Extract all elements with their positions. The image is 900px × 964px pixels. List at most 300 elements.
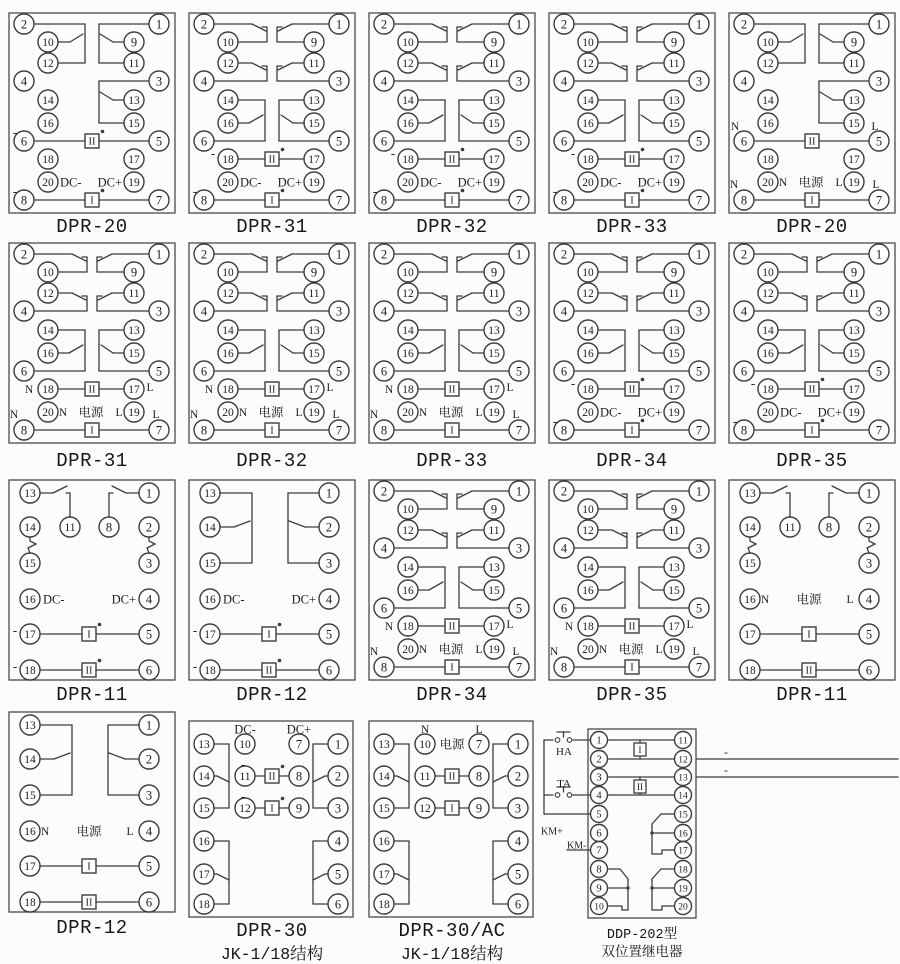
terminal-number: 7 — [695, 423, 703, 438]
terminal-number: 18 — [402, 154, 414, 167]
wire — [641, 115, 653, 123]
terminal-number: 16 — [402, 348, 414, 361]
neutral-label: N — [730, 121, 740, 134]
terminal-number: 13 — [848, 325, 860, 338]
terminal-number: 5 — [875, 134, 883, 149]
terminal-number: 1 — [155, 247, 163, 262]
panel-caption-dpr35-dc: DPR-35 — [776, 450, 848, 472]
terminal-number: 3 — [875, 74, 883, 89]
dc-minus-label: DC- — [60, 175, 82, 190]
terminal-number: 2 — [145, 752, 153, 767]
terminal-number: 18 — [762, 154, 774, 167]
terminal-number: 18 — [24, 665, 36, 678]
polarity-dot — [641, 148, 645, 152]
panel-subcaption-dpr30: JK-1/18结构 — [220, 945, 324, 964]
wire — [109, 753, 125, 759]
terminal-number: 11 — [668, 288, 680, 301]
terminal-number: 5 — [695, 134, 703, 149]
panel-dpr-20-0 — [9, 13, 175, 213]
panel-subcaption-ddp202: 双位置继电器 — [601, 946, 683, 961]
terminal-number: 16 — [222, 348, 234, 361]
wire — [608, 906, 629, 910]
wire — [100, 92, 113, 100]
terminal-number: 14 — [42, 95, 54, 108]
wire — [281, 115, 293, 123]
wire — [217, 776, 229, 782]
terminal-number: 6 — [514, 897, 522, 912]
polarity-dot — [98, 659, 102, 663]
terminal-number: 11 — [848, 58, 860, 71]
terminal-number: 19 — [668, 407, 680, 420]
terminal-number: 2 — [200, 17, 208, 32]
terminal-number: 5 — [155, 364, 163, 379]
terminal-number: 14 — [402, 95, 414, 108]
terminal-number: 18 — [582, 621, 594, 634]
terminal-number: 14 — [402, 325, 414, 338]
neutral-label: N — [418, 407, 428, 420]
coil-label: II — [88, 384, 96, 396]
panel-dpr-34-8 — [549, 243, 715, 443]
minus-label: - — [12, 622, 18, 638]
terminal-number: 13 — [848, 95, 860, 108]
terminal-number: 18 — [222, 154, 234, 167]
terminal-number: 15 — [308, 118, 320, 131]
panel-caption-dpr30: DPR-30 — [236, 920, 308, 942]
terminal-number: 13 — [378, 739, 390, 752]
terminal-number: 2 — [145, 520, 153, 535]
minus-label: - — [552, 183, 558, 199]
live-label: L — [295, 407, 303, 420]
terminal-number: 4 — [560, 304, 568, 319]
terminal-number: 8 — [380, 423, 388, 438]
panel-dpr-30-ac-17 — [369, 721, 533, 917]
terminal-number: 17 — [488, 384, 500, 397]
power-label: 电源 — [796, 592, 822, 607]
neutral-label: N — [369, 646, 379, 659]
minus-label: - — [240, 756, 246, 772]
dc-plus-label: DC+ — [111, 592, 136, 607]
minus-label: - — [732, 413, 738, 429]
pushbutton-contact — [555, 738, 560, 743]
terminal-number: 12 — [42, 288, 54, 301]
terminal-number: 1 — [335, 247, 343, 262]
live-label: L — [512, 409, 520, 422]
neutral-label: N — [384, 384, 394, 397]
terminal-number: 15 — [198, 803, 210, 816]
terminal-number: 16 — [402, 118, 414, 131]
pushbutton-label: TA — [557, 777, 571, 790]
neutral-label: N — [384, 621, 394, 634]
live-label: L — [655, 644, 663, 657]
terminal-number: 6 — [334, 897, 342, 912]
terminal-number: 9 — [850, 265, 858, 280]
panel-subcaption-dpr30ac: JK-1/18结构 — [400, 945, 504, 964]
terminal-number: 8 — [200, 423, 208, 438]
live-label: L — [475, 644, 483, 657]
terminal-number: 6 — [145, 663, 153, 678]
terminal-number: 3 — [145, 788, 153, 803]
terminal-number: 13 — [308, 95, 320, 108]
polarity-dot — [281, 148, 285, 152]
terminal-number: 8 — [740, 423, 748, 438]
terminal-number: 6 — [740, 134, 748, 149]
terminal-number: 5 — [334, 867, 342, 882]
live-label: L — [126, 826, 134, 839]
terminal-number: 16 — [42, 118, 54, 131]
terminal-number: 6 — [145, 895, 153, 910]
terminal-number: 18 — [582, 384, 594, 397]
terminal-number: 1 — [334, 737, 342, 752]
terminal-number: 3 — [596, 772, 602, 784]
panel-caption-dpr31-ac: DPR-31 — [56, 450, 128, 472]
terminal-number: 11 — [308, 58, 320, 71]
terminal-number: 10 — [762, 37, 774, 50]
pushbutton-contact — [555, 793, 560, 798]
polarity-dot — [278, 659, 282, 663]
terminal-number: 1 — [596, 735, 602, 747]
terminal-number: 3 — [334, 801, 342, 816]
minus-label: - — [390, 145, 396, 161]
terminal-number: 12 — [762, 288, 774, 301]
panel-caption-dpr32-ac: DPR-32 — [236, 450, 308, 472]
terminal-number: 13 — [678, 773, 688, 784]
panel-caption-dpr11-dc: DPR-11 — [56, 684, 128, 706]
wire — [70, 34, 83, 42]
terminal-number: 11 — [239, 771, 251, 784]
terminal-number: 16 — [582, 118, 594, 131]
live-label: L — [871, 121, 879, 134]
terminal-number: 15 — [308, 348, 320, 361]
terminal-number: 3 — [695, 304, 703, 319]
terminal-number: 17 — [668, 154, 680, 167]
neutral-label: N — [420, 724, 430, 737]
terminal-number: 7 — [515, 660, 523, 675]
polarity-dot — [278, 623, 282, 627]
terminal-number: 18 — [24, 897, 36, 910]
minus-label: - — [210, 145, 216, 161]
terminal-number: 8 — [740, 193, 748, 208]
terminal-number: 14 — [222, 95, 234, 108]
panel-border — [9, 712, 175, 912]
coil-label: I — [267, 629, 271, 641]
terminal-number: 8 — [380, 660, 388, 675]
terminal-number: 1 — [515, 247, 523, 262]
terminal-number: 9 — [670, 265, 678, 280]
neutral-label: N — [369, 409, 379, 422]
terminal-number: 18 — [222, 384, 234, 397]
coil-label: II — [265, 665, 273, 677]
terminal-number: 3 — [155, 74, 163, 89]
terminal-number: 10 — [222, 267, 234, 280]
dc-plus-label: DC+ — [291, 592, 316, 607]
live-label: L — [512, 646, 520, 659]
terminal-number: 17 — [744, 629, 756, 642]
terminal-number: 5 — [145, 627, 153, 642]
terminal-number: 13 — [668, 95, 680, 108]
neutral-label: N — [760, 594, 770, 607]
terminal-number: 10 — [594, 902, 604, 913]
panel-dpr-12-11 — [189, 480, 355, 680]
terminal-number: 1 — [145, 718, 153, 733]
terminal-number: 14 — [198, 771, 210, 784]
terminal-number: 16 — [378, 836, 390, 849]
live-label: L — [686, 619, 694, 632]
terminal-number: 2 — [20, 17, 28, 32]
wire — [820, 92, 833, 100]
terminal-number: 15 — [848, 118, 860, 131]
terminal-number: 5 — [875, 364, 883, 379]
terminal-number: 4 — [740, 74, 748, 89]
terminal-number: 10 — [762, 267, 774, 280]
terminal-number: 7 — [596, 845, 602, 857]
minus-label: - — [372, 183, 378, 199]
terminal-number: 16 — [402, 585, 414, 598]
neutral-label: N — [9, 409, 19, 422]
terminal-number: 15 — [378, 803, 390, 816]
terminal-number: 3 — [155, 304, 163, 319]
wire — [821, 345, 833, 353]
terminal-number: 12 — [402, 58, 414, 71]
coil-label: I — [270, 425, 274, 437]
terminal-number: 10 — [582, 267, 594, 280]
panel-border — [549, 13, 715, 213]
power-label: 电源 — [78, 405, 104, 420]
terminal-number: 6 — [20, 364, 28, 379]
terminal-number: 13 — [24, 488, 36, 501]
panel-caption-dpr33-dc: DPR-33 — [596, 216, 668, 238]
terminal-number: 16 — [678, 829, 688, 840]
wire — [112, 486, 126, 493]
terminal-number: 14 — [582, 95, 594, 108]
dc-minus-label: DC- — [223, 592, 245, 607]
wire — [652, 906, 675, 910]
terminal-number: 17 — [488, 621, 500, 634]
terminal-number: 17 — [308, 154, 320, 167]
wire — [609, 115, 623, 123]
coil-label: II — [268, 771, 276, 783]
terminal-number: 20 — [222, 407, 234, 420]
terminal-number: 14 — [222, 325, 234, 338]
terminal-number: 2 — [865, 520, 873, 535]
terminal-number: 19 — [128, 177, 140, 190]
panel-dpr-11-10 — [9, 480, 175, 680]
polarity-dot — [281, 765, 285, 769]
wire — [461, 115, 473, 123]
wire — [429, 115, 443, 123]
terminal-number: 16 — [744, 594, 756, 607]
terminal-number: 18 — [42, 384, 54, 397]
neutral-label: N — [238, 407, 248, 420]
terminal-number: 14 — [582, 325, 594, 338]
terminal-number: 19 — [308, 407, 320, 420]
terminal-number: 15 — [24, 558, 36, 571]
terminal-number: 4 — [740, 304, 748, 319]
terminal-number: 20 — [402, 407, 414, 420]
wire — [289, 521, 305, 527]
terminal-number: 17 — [848, 154, 860, 167]
minus-label: - — [192, 622, 198, 638]
terminal-number: 5 — [514, 867, 522, 882]
neutral-label: N — [729, 179, 739, 192]
wire — [101, 345, 113, 353]
terminal-number: 14 — [744, 522, 756, 535]
coil-label: II — [628, 384, 636, 396]
terminal-number: 15 — [678, 810, 688, 821]
neutral-label: N — [778, 177, 788, 190]
terminal-number: 9 — [850, 35, 858, 50]
terminal-number: 1 — [514, 737, 522, 752]
panel-dpr-32-2 — [369, 13, 535, 213]
terminal-number: 11 — [419, 771, 431, 784]
terminal-number: 12 — [402, 288, 414, 301]
wire — [790, 34, 803, 42]
terminal-number: 16 — [24, 594, 36, 607]
live-label: L — [152, 409, 160, 422]
panel-dpr-35-13 — [549, 480, 715, 680]
polarity-dot — [281, 797, 285, 801]
coil-label: II — [628, 154, 636, 166]
terminal-number: 16 — [222, 118, 234, 131]
minus-label: - — [192, 183, 198, 199]
coil-label: I — [270, 195, 274, 207]
dc-minus-label: DC- — [780, 405, 802, 420]
terminal-number: 14 — [24, 522, 36, 535]
wire — [652, 814, 661, 824]
terminal-number: 17 — [128, 154, 140, 167]
terminal-number: 15 — [128, 118, 140, 131]
coil-label: II — [628, 621, 636, 633]
terminal-number: 3 — [515, 74, 523, 89]
terminal-number: 12 — [582, 58, 594, 71]
terminal-number: 15 — [668, 348, 680, 361]
panel-dpr-33-3 — [549, 13, 715, 213]
coil-label: I — [450, 662, 454, 674]
panel-dpr-30-16 — [189, 721, 353, 917]
terminal-number: 9 — [310, 35, 318, 50]
minus-label: - — [12, 124, 18, 140]
terminal-number: 20 — [582, 407, 594, 420]
dc-plus-label: DC+ — [277, 175, 302, 190]
terminal-number: 20 — [582, 177, 594, 190]
panel-border — [9, 480, 175, 680]
terminal-number: 2 — [514, 769, 522, 784]
terminal-number: 2 — [380, 484, 388, 499]
dc-minus-label: DC- — [600, 405, 622, 420]
terminal-number: 4 — [596, 790, 602, 802]
terminal-number: 12 — [678, 755, 688, 766]
terminal-number: 8 — [20, 423, 28, 438]
terminal-number: 17 — [24, 629, 36, 642]
coil-label: I — [630, 425, 634, 437]
terminal-number: 18 — [762, 384, 774, 397]
terminal-number: 2 — [560, 484, 568, 499]
power-label: 电源 — [438, 642, 464, 657]
terminal-number: 18 — [198, 899, 210, 912]
terminal-number: 12 — [419, 803, 431, 816]
terminal-number: 6 — [20, 134, 28, 149]
coil-label: I — [90, 195, 94, 207]
terminal-number: 9 — [490, 35, 498, 50]
terminal-number: 11 — [784, 522, 796, 535]
wire — [461, 582, 473, 590]
terminal-number: 16 — [24, 826, 36, 839]
terminal-number: 7 — [335, 423, 343, 438]
power-label: 电源 — [618, 642, 644, 657]
terminal-number: 12 — [582, 288, 594, 301]
coil-label: I — [87, 629, 91, 641]
wire — [609, 582, 623, 590]
wire — [773, 486, 787, 493]
coil-label: I — [450, 425, 454, 437]
terminal-number: 4 — [560, 74, 568, 89]
terminal-number: 9 — [670, 35, 678, 50]
terminal-number: 4 — [145, 824, 153, 839]
live-label: L — [872, 179, 880, 192]
terminal-number: 20 — [402, 177, 414, 190]
terminal-number: 20 — [678, 902, 688, 913]
terminal-number: 12 — [42, 58, 54, 71]
coil-label: II — [448, 621, 456, 633]
terminal-number: 2 — [325, 520, 333, 535]
coil-label: II — [85, 665, 93, 677]
terminal-number: 17 — [198, 869, 210, 882]
terminal-number: 10 — [419, 739, 431, 752]
terminal-number: 13 — [204, 488, 216, 501]
panel-caption-dpr12-ac: DPR-12 — [56, 917, 128, 939]
terminal-number: 12 — [222, 58, 234, 71]
neutral-label: N — [40, 826, 50, 839]
wire — [217, 874, 229, 880]
terminal-number: 8 — [560, 193, 568, 208]
terminal-number: 7 — [155, 193, 163, 208]
terminal-number: 14 — [678, 791, 688, 802]
live-label: L — [326, 382, 334, 395]
terminal-number: 13 — [488, 562, 500, 575]
wire — [832, 486, 846, 493]
terminal-number: 3 — [335, 304, 343, 319]
terminal-number: 16 — [762, 348, 774, 361]
terminal-number: 11 — [308, 288, 320, 301]
bus-plus-label: KM+ — [541, 826, 563, 838]
power-label: 电源 — [438, 405, 464, 420]
wire — [249, 345, 263, 353]
terminal-number: 3 — [514, 801, 522, 816]
terminal-number: 14 — [42, 325, 54, 338]
terminal-number: 18 — [402, 621, 414, 634]
terminal-number: 4 — [380, 74, 388, 89]
terminal-number: 19 — [488, 177, 500, 190]
terminal-number: 7 — [155, 423, 163, 438]
terminal-number: 10 — [402, 37, 414, 50]
terminal-number: 12 — [582, 525, 594, 538]
neutral-label: N — [58, 407, 68, 420]
pushbutton-contact — [567, 793, 572, 798]
wire — [147, 537, 155, 553]
terminal-number: 8 — [825, 520, 833, 535]
panel-caption-dpr32-dc: DPR-32 — [416, 216, 488, 238]
junction-dot — [650, 886, 653, 889]
coil-label: I — [807, 629, 811, 641]
power-label: 电源 — [258, 405, 284, 420]
terminal-number: 19 — [488, 407, 500, 420]
dc-minus-label: DC- — [234, 722, 256, 737]
terminal-number: 20 — [582, 644, 594, 657]
terminal-number: 11 — [128, 58, 140, 71]
panel-border — [729, 480, 895, 680]
terminal-number: 15 — [488, 348, 500, 361]
terminal-number: 20 — [42, 407, 54, 420]
terminal-number: 15 — [744, 558, 756, 571]
